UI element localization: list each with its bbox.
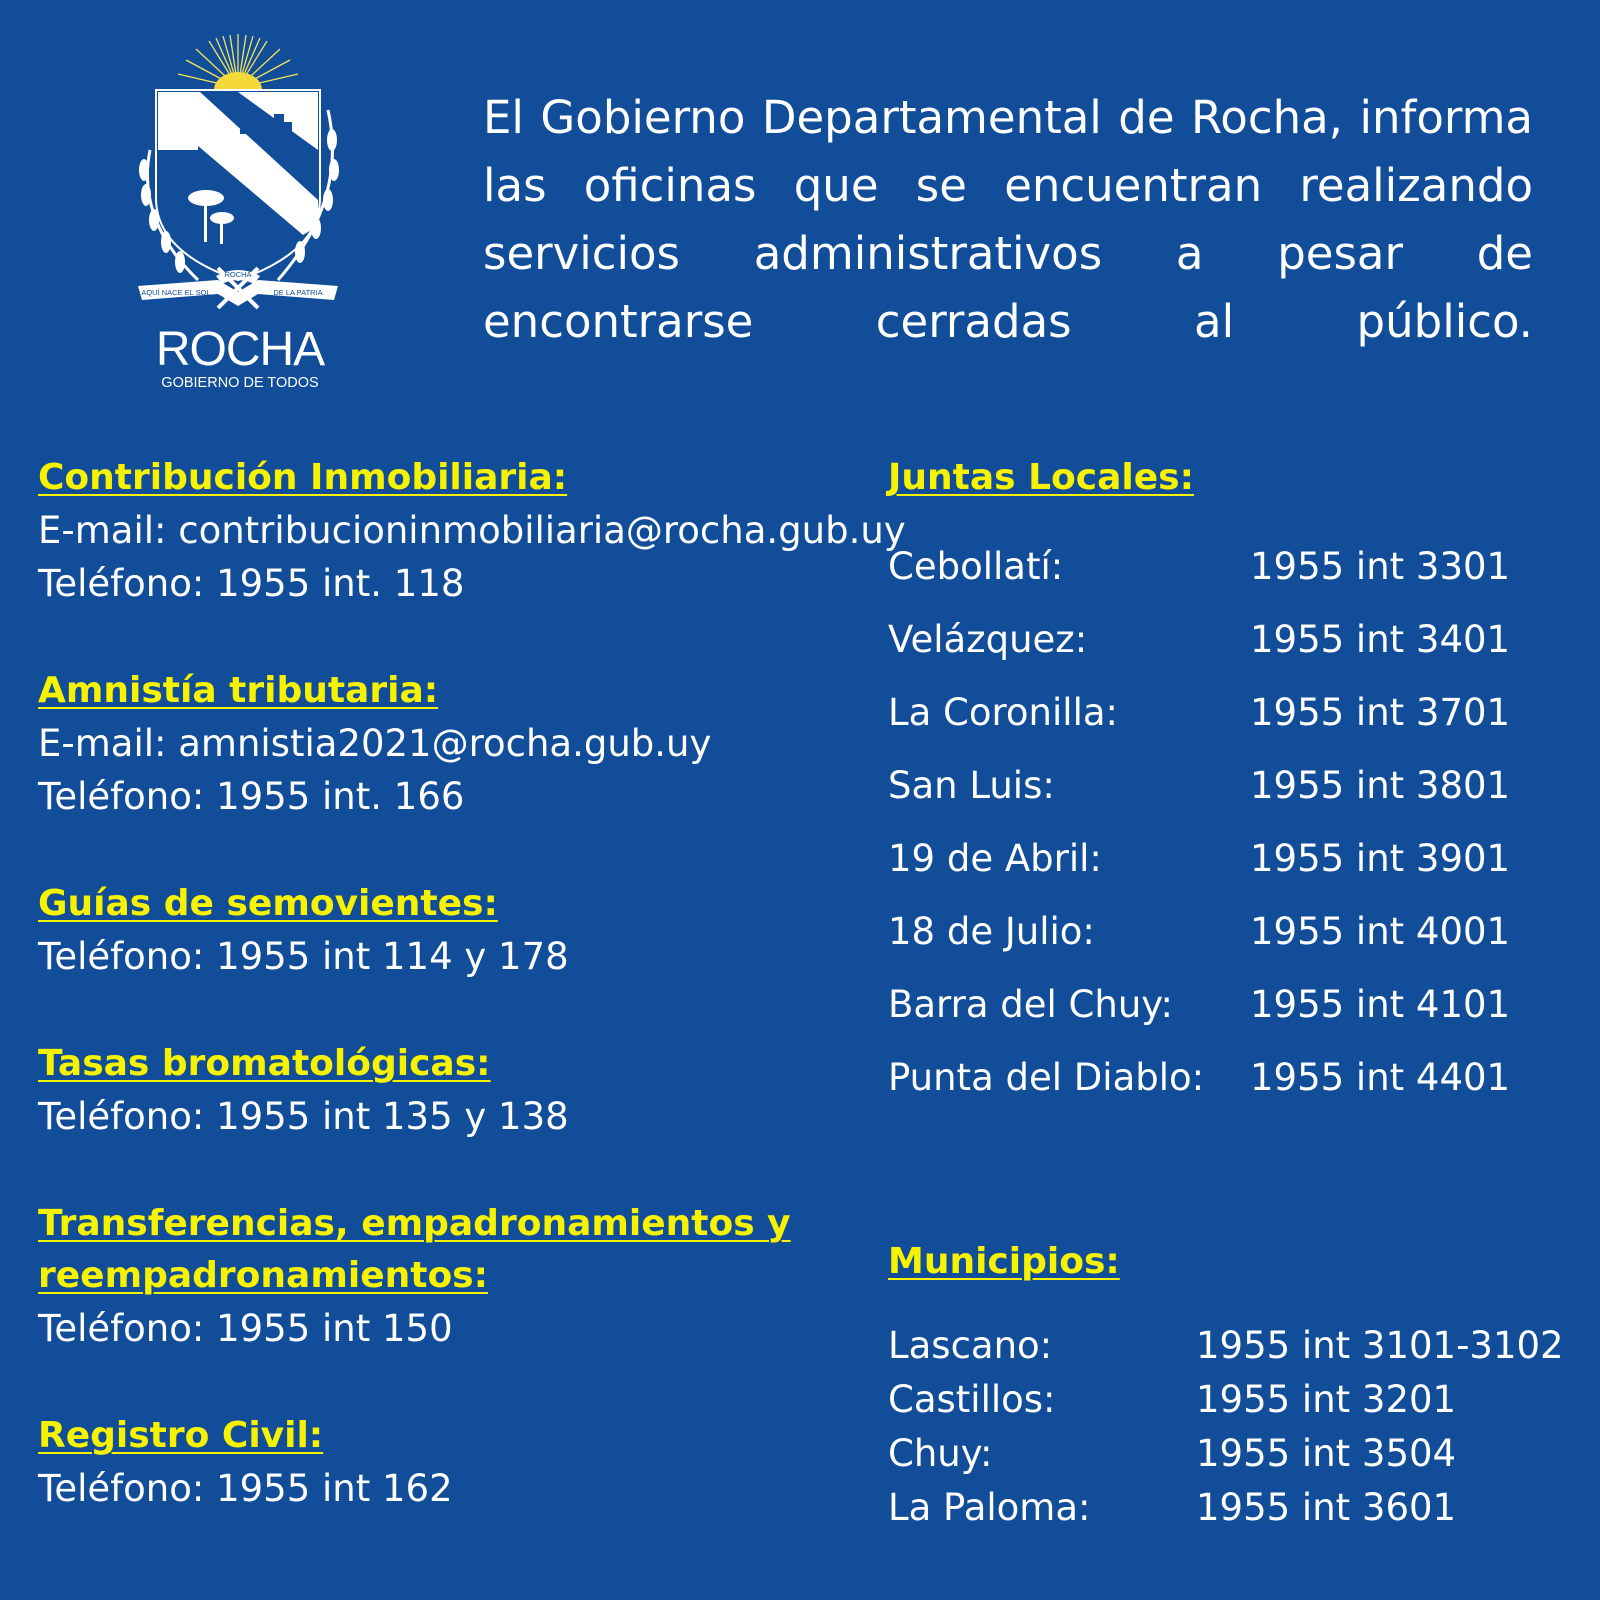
place-name: Velázquez: <box>888 618 1088 661</box>
phone-number: 1955 int 3901 <box>1250 837 1511 880</box>
list-item <box>888 530 1568 603</box>
section-title: Contribución Inmobiliaria: <box>38 457 568 498</box>
list-item <box>888 1426 1588 1480</box>
place-name: La Paloma: <box>888 1485 1091 1529</box>
list-item <box>888 1480 1588 1534</box>
place-name: Cebollatí: <box>888 545 1064 588</box>
section-title: Juntas Locales: <box>888 457 1194 498</box>
svg-text:AQUÍ NACE EL SOL: AQUÍ NACE EL SOL <box>141 288 211 297</box>
juntas-list <box>888 530 1568 1114</box>
coat-of-arms-icon <box>128 30 348 330</box>
place-name: Barra del Chuy: <box>888 983 1173 1026</box>
section-title: Amnistía tributaria: <box>38 670 439 711</box>
phone-line: Teléfono: 1955 int 135 y 138 <box>38 1095 569 1138</box>
phone-number: 1955 int 3201 <box>1196 1377 1457 1421</box>
list-item <box>888 1041 1568 1114</box>
email-line: E-mail: amnistia2021@rocha.gub.uy <box>38 722 712 765</box>
place-name: Punta del Diablo: <box>888 1056 1205 1099</box>
svg-text:DE LA PATRIA: DE LA PATRIA <box>273 288 323 297</box>
section-transferencias <box>38 1198 858 1355</box>
place-name: San Luis: <box>888 764 1055 807</box>
place-name: Castillos: <box>888 1377 1056 1421</box>
list-item <box>888 895 1568 968</box>
phone-number: 1955 int 3701 <box>1250 691 1511 734</box>
phone-number: 1955 int 4401 <box>1250 1056 1511 1099</box>
phone-number: 1955 int 3101-3102 <box>1196 1323 1564 1367</box>
section-title: Guías de semovientes: <box>38 883 498 924</box>
intro-line: servicios administrativos a pesar de <box>483 227 1533 280</box>
phone-line: Teléfono: 1955 int 162 <box>38 1467 453 1510</box>
intro-line: encontrarse cerradas al público. <box>483 295 1533 348</box>
rocha-coat-of-arms-logo <box>128 30 348 400</box>
municipios-section <box>888 1236 1588 1534</box>
offices-list <box>38 452 906 1570</box>
phone-number: 1955 int 3301 <box>1250 545 1511 588</box>
sun-icon <box>214 72 262 90</box>
phone-number: 1955 int 3504 <box>1196 1431 1457 1475</box>
list-item <box>888 749 1568 822</box>
list-item <box>888 1318 1588 1372</box>
phone-line: Teléfono: 1955 int. 118 <box>38 562 465 605</box>
section-title: Municipios: <box>888 1241 1120 1282</box>
phone-line: Teléfono: 1955 int. 166 <box>38 775 465 818</box>
phone-line: Teléfono: 1955 int 114 y 178 <box>38 935 569 978</box>
place-name: 18 de Julio: <box>888 910 1095 953</box>
intro-line: las oficinas que se encuentran realizando <box>483 159 1533 212</box>
section-title: Transferencias, empadronamientos y <box>38 1203 791 1244</box>
section-title: Registro Civil: <box>38 1415 324 1456</box>
section-amnistia-tributaria <box>38 665 858 823</box>
place-name: Chuy: <box>888 1431 993 1475</box>
section-guias-de-semovientes <box>38 878 858 983</box>
list-item <box>888 676 1568 749</box>
logo-name: ROCHA <box>155 323 325 376</box>
section-tasas-bromatologicas <box>38 1038 858 1143</box>
section-title: reempadronamientos: <box>38 1255 488 1296</box>
place-name: La Coronilla: <box>888 691 1118 734</box>
list-item <box>888 822 1568 895</box>
section-title: Tasas bromatológicas: <box>38 1043 491 1084</box>
intro-paragraph <box>483 84 1533 356</box>
juntas-locales-section <box>888 452 1568 1114</box>
phone-number: 1955 int 4101 <box>1250 983 1511 1026</box>
place-name: Lascano: <box>888 1323 1053 1367</box>
phone-line: Teléfono: 1955 int 150 <box>38 1307 453 1350</box>
phone-number: 1955 int 4001 <box>1250 910 1511 953</box>
intro-line: El Gobierno Departamental de Rocha, informa <box>483 91 1533 144</box>
phone-number: 1955 int 3401 <box>1250 618 1511 661</box>
municipios-list <box>888 1318 1588 1534</box>
phone-number: 1955 int 3601 <box>1196 1485 1457 1529</box>
svg-text:ROCHA: ROCHA <box>224 270 252 279</box>
section-contribucion-inmobiliaria <box>38 452 906 610</box>
email-line: E-mail: contribucioninmobiliaria@rocha.gub.uy <box>38 509 906 552</box>
logo-tagline: GOBIERNO DE TODOS <box>161 375 319 391</box>
list-item <box>888 603 1568 676</box>
phone-number: 1955 int 3801 <box>1250 764 1511 807</box>
section-registro-civil <box>38 1410 858 1515</box>
list-item <box>888 1372 1588 1426</box>
list-item <box>888 968 1568 1041</box>
place-name: 19 de Abril: <box>888 837 1102 880</box>
